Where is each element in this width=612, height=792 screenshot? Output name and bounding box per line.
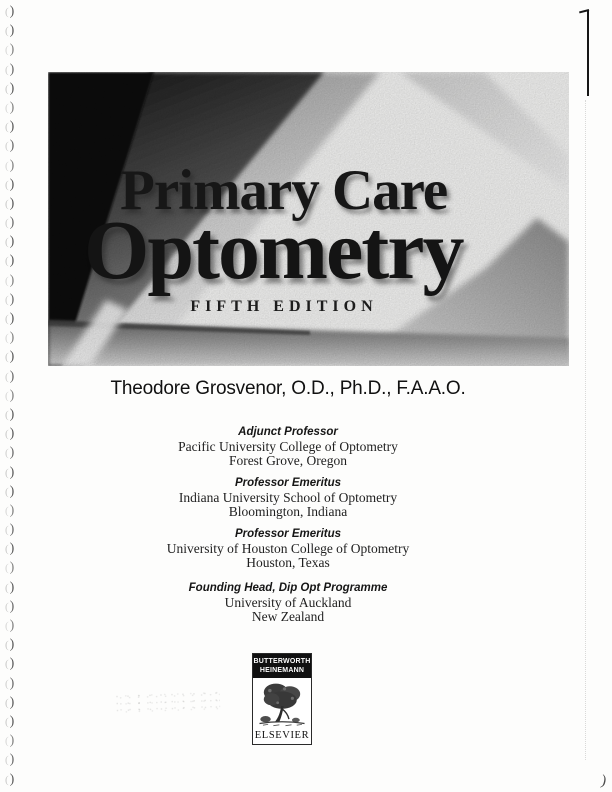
binding-mark: () bbox=[5, 195, 15, 211]
edge-line bbox=[587, 10, 589, 96]
binding-mark: () bbox=[5, 215, 15, 231]
pencil-smudge bbox=[115, 690, 221, 714]
binding-mark: () bbox=[5, 99, 15, 115]
binding-mark: () bbox=[5, 483, 15, 499]
publisher-logo bbox=[252, 653, 312, 745]
binding-mark: () bbox=[5, 253, 15, 269]
binding-mark: () bbox=[5, 771, 15, 787]
binding-mark: () bbox=[5, 157, 15, 173]
affiliation-block bbox=[0, 425, 576, 468]
binding-mark: () bbox=[5, 733, 15, 749]
page-edge-artifact-dotted bbox=[585, 100, 586, 760]
imprint-line2: HEINEMANN bbox=[259, 666, 305, 674]
affiliation-institution: Indiana University School of Optometry bbox=[178, 490, 398, 505]
binding-mark: () bbox=[5, 80, 15, 96]
binding-mark: () bbox=[5, 234, 15, 250]
binding-mark: () bbox=[5, 291, 15, 307]
affiliation-role: Professor Emeritus bbox=[234, 477, 342, 489]
content-column bbox=[0, 378, 576, 749]
page-edge-artifact-top-right bbox=[577, 8, 589, 96]
binding-mark: () bbox=[5, 42, 15, 58]
book-title-line1: Primary Care bbox=[120, 159, 448, 222]
binding-mark: () bbox=[5, 387, 15, 403]
affiliation-role: Founding Head, Dip Opt Programme bbox=[188, 582, 388, 594]
affiliation-block bbox=[0, 527, 576, 570]
binding-mark: () bbox=[5, 119, 15, 135]
binding-mark: () bbox=[5, 4, 15, 19]
binding-mark: () bbox=[5, 560, 15, 576]
binding-mark: () bbox=[5, 368, 15, 384]
binding-mark: () bbox=[5, 522, 15, 538]
binding-mark: () bbox=[5, 598, 15, 614]
binding-mark: () bbox=[5, 618, 15, 633]
affiliation-location: New Zealand bbox=[251, 609, 325, 624]
affiliation-location: Bloomington, Indiana bbox=[228, 504, 348, 519]
binding-mark: () bbox=[5, 502, 15, 518]
author-name: Theodore Grosvenor, O.D., Ph.D., F.A.A.O. bbox=[110, 378, 466, 399]
affiliation-institution: University of Houston College of Optometry bbox=[166, 541, 410, 556]
binding-mark: () bbox=[5, 694, 15, 710]
title-banner bbox=[48, 72, 569, 366]
affiliation-role: Adjunct Professor bbox=[238, 426, 338, 438]
binding-mark: () bbox=[5, 464, 15, 480]
affiliations bbox=[0, 425, 576, 624]
binding-marks bbox=[5, 6, 23, 786]
affiliation-role: Professor Emeritus bbox=[234, 528, 342, 540]
book-title-line2: Optometry bbox=[84, 204, 463, 297]
publisher-name: ELSEVIER bbox=[254, 730, 310, 741]
binding-mark: () bbox=[5, 579, 15, 595]
binding-mark: () bbox=[5, 445, 15, 461]
imprint-name bbox=[253, 654, 311, 678]
binding-mark: () bbox=[5, 272, 15, 288]
binding-mark: () bbox=[5, 675, 15, 691]
binding-mark: () bbox=[5, 426, 15, 442]
corner-mark: ) bbox=[599, 772, 608, 790]
affiliation-block bbox=[0, 581, 576, 624]
binding-mark: () bbox=[5, 138, 15, 154]
binding-mark: () bbox=[5, 541, 15, 557]
binding-mark: () bbox=[5, 330, 15, 346]
elsevier-tree-icon bbox=[253, 678, 311, 730]
binding-mark: () bbox=[5, 23, 15, 39]
binding-mark: () bbox=[5, 637, 15, 653]
affiliation-block bbox=[0, 476, 576, 519]
imprint-line1: BUTTERWORTH bbox=[253, 658, 311, 665]
edition-label: FIFTH EDITION bbox=[190, 298, 378, 315]
binding-mark: () bbox=[5, 61, 15, 77]
binding-mark: () bbox=[5, 656, 15, 672]
binding-mark: () bbox=[5, 752, 15, 768]
binding-mark: () bbox=[5, 349, 15, 365]
affiliation-institution: University of Auckland bbox=[224, 595, 352, 610]
binding-mark: () bbox=[5, 713, 15, 729]
affiliation-location: Houston, Texas bbox=[246, 555, 330, 570]
binding-mark: () bbox=[5, 311, 15, 326]
affiliation-location: Forest Grove, Oregon bbox=[228, 453, 348, 468]
binding-mark: () bbox=[5, 176, 15, 192]
affiliation-institution: Pacific University College of Optometry bbox=[178, 439, 398, 454]
binding-mark: () bbox=[5, 406, 15, 422]
